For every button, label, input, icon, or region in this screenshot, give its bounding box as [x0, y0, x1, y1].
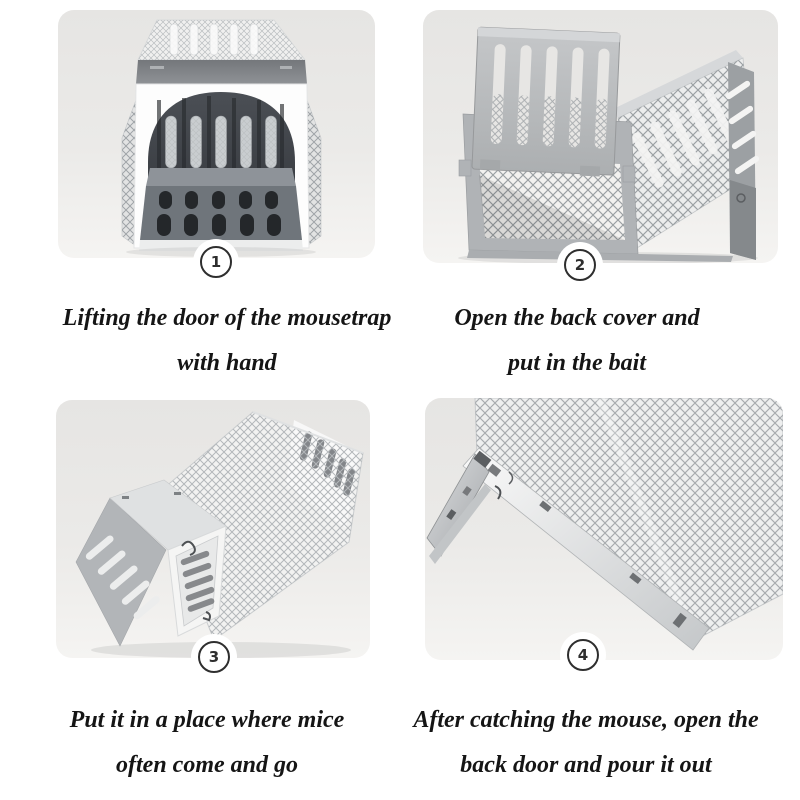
photo-step-4-pour-out	[425, 398, 783, 660]
step-3-number: 3	[198, 641, 230, 673]
mousetrap-front-view-image	[58, 10, 375, 258]
photo-step-3-placed-trap	[56, 400, 370, 658]
step-4-caption-line-1: After catching the mouse, open the	[413, 707, 759, 733]
step-3-caption	[7, 698, 407, 788]
step-2-caption	[377, 296, 777, 386]
mousetrap-open-door-closeup-image	[425, 398, 783, 660]
step-1-number-badge	[193, 239, 239, 285]
photo-step-2-back-cover-open	[423, 10, 778, 263]
step-4-number: 4	[567, 639, 599, 671]
open-back-door-bar	[427, 454, 491, 564]
mousetrap-placed-view-image	[56, 400, 370, 658]
step-1-caption	[27, 296, 427, 386]
step-4-number-badge	[560, 632, 606, 678]
step-4-caption	[386, 698, 786, 788]
cage-roof-mesh	[138, 20, 305, 60]
step-2-caption-line-1: Open the back cover and	[454, 305, 700, 331]
step-2-number-badge	[557, 242, 603, 288]
cage-top-rail	[136, 60, 307, 84]
step-1-caption-line-2: with hand	[177, 350, 277, 376]
step-1-number: 1	[200, 246, 232, 278]
step-3-caption-line-2: often come and go	[116, 752, 298, 778]
step-2-number: 2	[564, 249, 596, 281]
mesh-body-closeup	[475, 398, 783, 642]
step-3-caption-line-1: Put it in a place where mice	[69, 707, 345, 733]
photo-step-1-door-lifted	[58, 10, 375, 258]
step-3-number-badge	[191, 634, 237, 680]
step-2-caption-line-2: put in the bait	[507, 350, 647, 376]
step-1-caption-line-1: Lifting the door of the mousetrap	[62, 305, 392, 331]
cage-end-cap	[725, 62, 761, 260]
step-4-caption-line-2: back door and pour it out	[460, 752, 712, 778]
lifted-back-door	[472, 27, 620, 177]
mousetrap-angled-view-image	[423, 10, 778, 263]
